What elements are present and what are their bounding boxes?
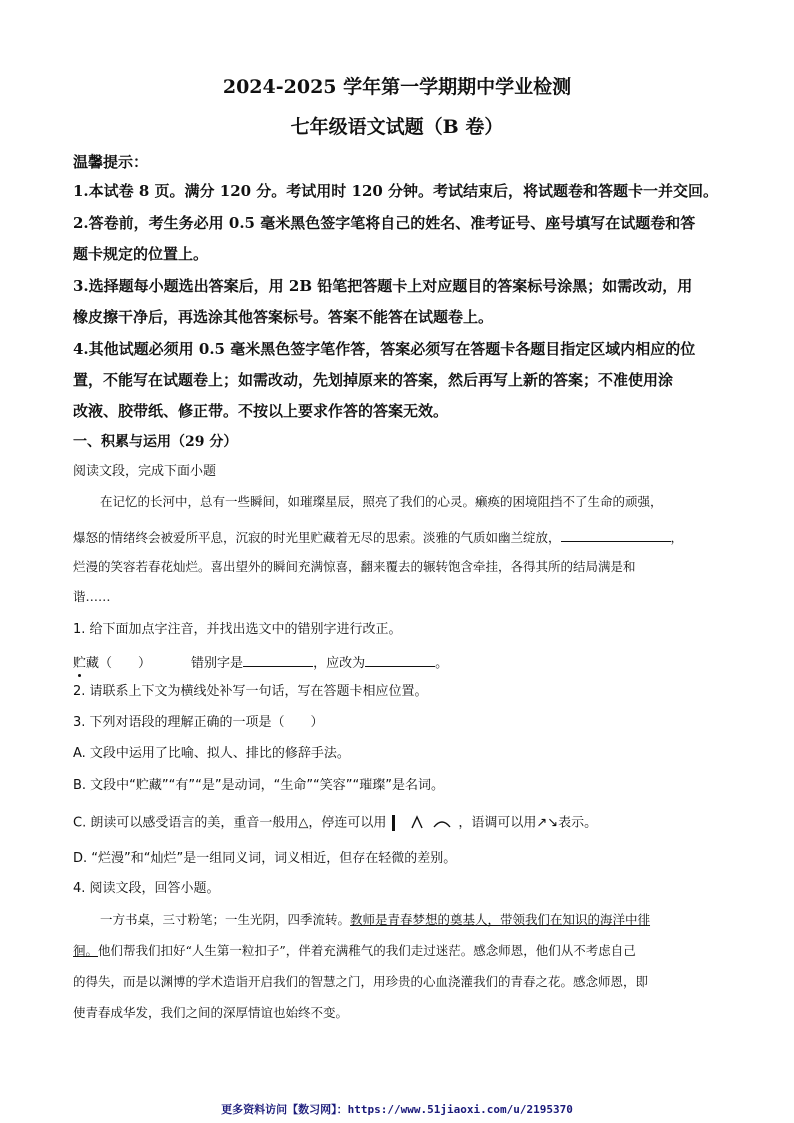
option-b: B. 文段中“贮藏”“有”“是”是动词，“生命”“笑容”“璀璨”是名词。 [73, 778, 445, 793]
passage-line: 谐…… [73, 589, 111, 604]
tips-heading: 温馨提示： [73, 153, 149, 171]
pause-marks-icon [390, 813, 454, 833]
tip-line: 3.选择题每小题选出答案后，用 2B 铅笔把答题卡上对应题目的答案标号涂黑；如需改动，用 [73, 277, 693, 295]
footer-link[interactable]: 更多资料访问【数习网】：https://www.51jiaoxi.com/u/2195370 [221, 1103, 573, 1116]
passage-text: 爆怒的情绪终会被爱所平息，沉寂的时光里贮藏着无尽的思索。淡雅的气质如幽兰绽放， [73, 530, 561, 545]
tip-line: 2.答卷前，考生务必用 0.5 毫米黑色签字笔将自己的姓名、准考证号、座号填写在试题卷和答 [73, 214, 696, 232]
question-2: 2. 请联系上下文为横线处补写一句话，写在答题卡相应位置。 [73, 684, 428, 699]
tip-line: 橡皮擦干净后，再选涂其他答案标号。答案不能答在试题卷上。 [73, 308, 494, 326]
tip-line: 置，不能写在试题卷上；如需改动，先划掉原来的答案，然后再写上新的答案；不准使用涂 [73, 371, 674, 389]
option-a: A. 文段中运用了比喻、拟人、排比的修辞手法。 [73, 746, 350, 761]
underlined-sentence-end: 徊。 [73, 943, 99, 958]
option-c-text-end: ，语调可以用↗↘表示。 [458, 815, 598, 831]
section-heading: 一、积累与运用（29 分） [73, 434, 238, 450]
question-1: 1. 给下面加点字注音，并找出选文中的错别字进行改正。 [73, 622, 402, 637]
passage2-text: 一方书桌，三寸粉笔；一生光阴，四季流转。 [100, 912, 351, 927]
char: 藏 [86, 656, 100, 671]
dotted-char: 贮 [73, 656, 87, 671]
passage2-text: 他们帮我们扣好“人生第一粒扣子”，伴着充满稚气的我们走过迷茫。感念师恩，他们从不考虑自己 [98, 943, 636, 958]
question-4: 4. 阅读文段，回答小题。 [73, 881, 220, 896]
pinyin-paren: （ ） [99, 656, 152, 671]
end-punct: 。 [435, 656, 449, 671]
question-3: 3. 下列对语段的理解正确的一项是（ ） [73, 715, 324, 730]
typo-blank[interactable] [243, 652, 313, 667]
option-d: D. “烂漫”和“灿烂”是一组同义词，词义相近，但存在轻微的差别。 [73, 851, 457, 866]
label-correction: ，应改为 [313, 656, 366, 671]
passage-text: ， [670, 530, 684, 545]
passage2-line [100, 911, 650, 929]
passage-line [73, 527, 683, 547]
tip-line: 1.本试卷 8 页。满分 120 分。考试用时 120 分钟。考试结束后，将试题卷和答题卡一并交回。 [73, 182, 719, 200]
passage2-line: 的得失，而是以渊博的学术造诣开启我们的智慧之门，用珍贵的心血浇灌我们的青春之花。感念师恩，即 [73, 974, 649, 989]
fill-blank[interactable] [561, 527, 671, 542]
question-1-answer-row [73, 652, 448, 673]
passage-line: 烂漫的笑容若春花灿烂。喜出望外的瞬间充满惊喜，翻来覆去的辗转饱含牵挂，各得其所的结局满是和 [73, 559, 636, 574]
passage2-line: 使青春成华发，我们之间的深厚情谊也始终不变。 [73, 1005, 349, 1020]
underlined-sentence: 教师是青春梦想的奠基人，带领我们在知识的海洋中徘 [350, 912, 651, 927]
exam-subtitle: 七年级语文试题（B 卷） [290, 116, 504, 138]
tip-line: 题卡规定的位置上。 [73, 245, 209, 263]
tip-line: 4.其他试题必须用 0.5 毫米黑色签字笔作答，答案必须写在答题卡各题目指定区域内相应的位 [73, 340, 696, 358]
section-intro: 阅读文段，完成下面小题 [73, 464, 217, 479]
passage-line: 在记忆的长河中，总有一些瞬间，如璀璨星辰，照亮了我们的心灵。癞痪的困境阻挡不了生命的顽强， [100, 494, 663, 509]
passage2-line [73, 942, 636, 960]
option-c-text: C. 朗读可以感受语言的美，重音一般用△，停连可以用 [73, 815, 387, 831]
tip-line: 改液、胶带纸、修正带。不按以上要求作答的答案无效。 [73, 402, 449, 420]
label-typo: 错别字是 [191, 656, 244, 671]
exam-title: 2024-2025 学年第一学期期中学业检测 [222, 76, 572, 98]
option-c [73, 813, 597, 833]
correction-blank[interactable] [365, 652, 435, 667]
